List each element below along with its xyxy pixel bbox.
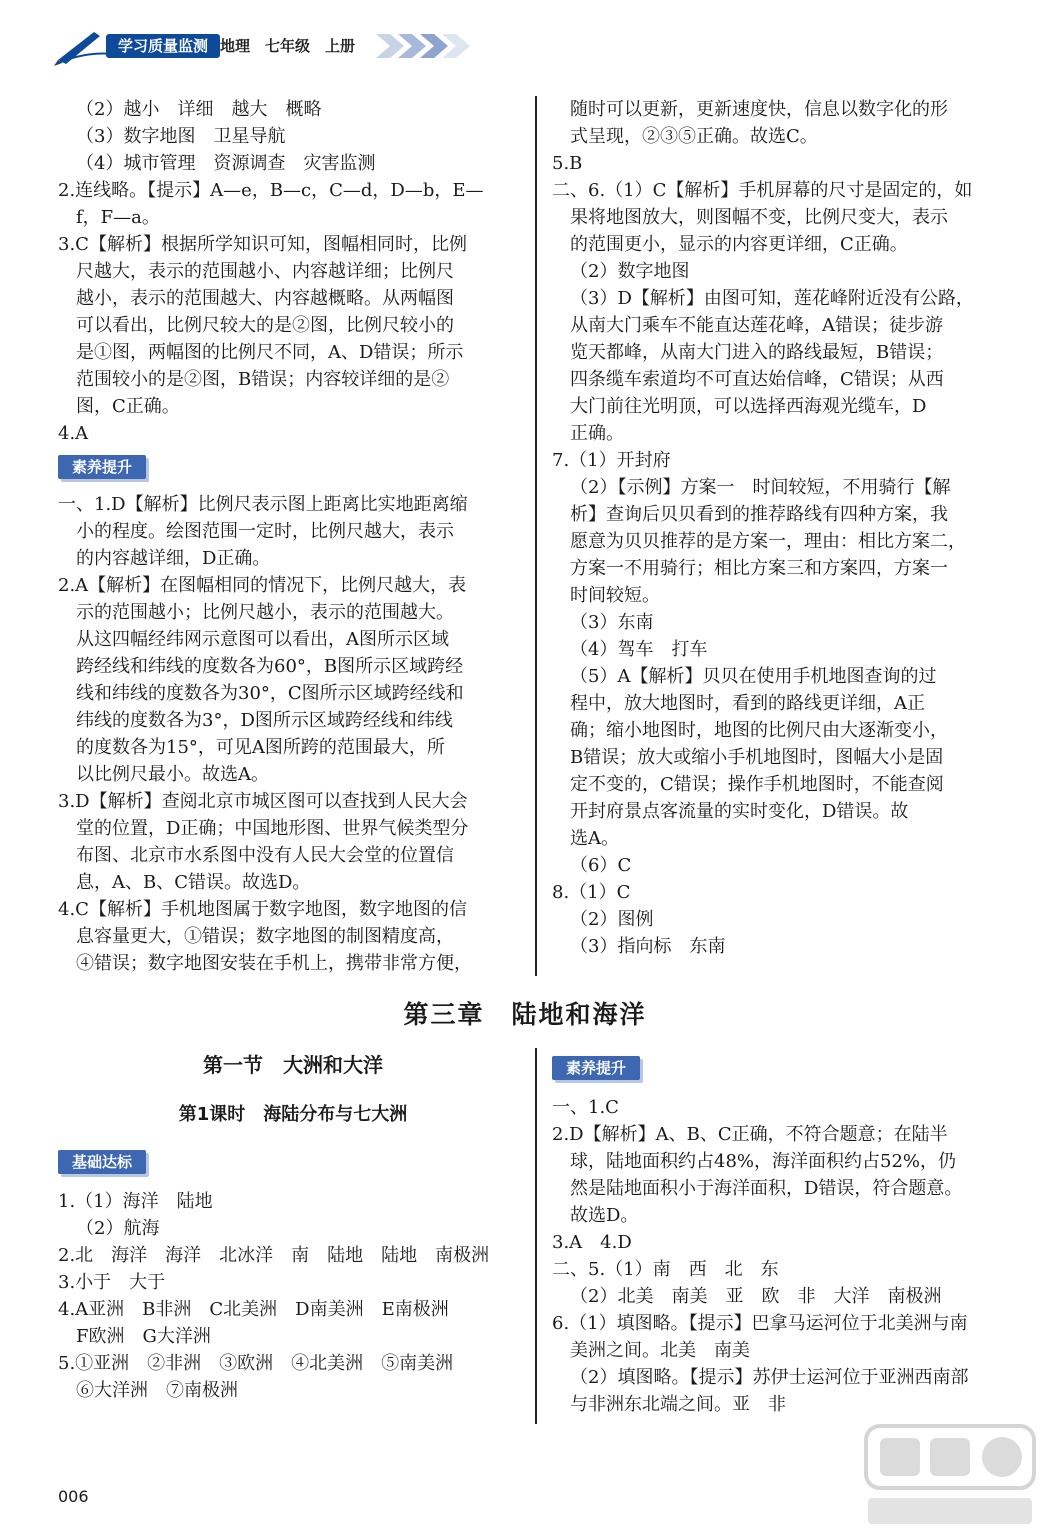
answer-line: 程中，放大地图时，看到的路线更详细，A正	[570, 693, 925, 714]
answer-line: 是①图，两幅图的比例尺不同，A、D错误；所示	[76, 342, 464, 363]
answer-line: 2.连线略。【提示】A—e，B—c，C—d，D—b，E—	[58, 180, 484, 201]
answer-line: 故选D。	[570, 1205, 639, 1226]
answer-line: 球，陆地面积约占48%，海洋面积约占52%，仍	[570, 1151, 957, 1172]
chevrons-icon	[376, 32, 476, 60]
chapter-title: 第三章 陆地和海洋	[403, 1000, 647, 1029]
answer-line: 果将地图放大，则图幅不变，比例尺变大，表示	[570, 207, 948, 228]
answer-line: 4.C【解析】手机地图属于数字地图，数字地图的信	[58, 899, 467, 920]
answer-line: 8.（1）C	[552, 882, 631, 903]
section-title: 第一节 大洲和大洋	[203, 1053, 383, 1077]
answer-line: 与非洲东北端之间。亚 非	[570, 1394, 786, 1415]
answer-line: 纬线的度数各为3°，D图所示区域跨经线和纬线	[76, 710, 453, 731]
header-title: 学习质量监测	[106, 34, 220, 58]
answer-line: 3.A 4.D	[552, 1232, 632, 1253]
column-divider	[535, 1048, 537, 1424]
answer-line: 正确。	[570, 423, 624, 444]
answer-line: B错误；放大或缩小手机地图时，图幅大小是固	[570, 747, 944, 768]
answer-line: 3.C【解析】根据所学知识可知，图幅相同时，比例	[58, 234, 467, 255]
answer-line: 4.A亚洲 B非洲 C北美洲 D南美洲 E南极洲	[58, 1299, 449, 1320]
answer-line: （3）东南	[570, 612, 654, 633]
pen-icon	[54, 26, 114, 66]
left-column-top	[58, 96, 528, 977]
answer-line: 息容量更大，①错误；数字地图的制图精度高，	[76, 926, 454, 947]
answer-line: （6）C	[570, 855, 632, 876]
answer-line: （4）城市管理 资源调查 灾害监测	[76, 153, 376, 174]
section-badge: 素养提升	[58, 455, 146, 479]
answer-line: 方案一不用骑行；相比方案三和方案四，方案一	[570, 558, 948, 579]
answer-line: 3.小于 大于	[58, 1272, 166, 1293]
answer-line: 然是陆地面积小于海洋面积，D错误，符合题意。	[570, 1178, 963, 1199]
answer-line: 愿意为贝贝推荐的是方案一，理由：相比方案二，	[570, 531, 966, 552]
answer-line: 定不变的，C错误；操作手机地图时，不能查阅	[570, 774, 944, 795]
answer-line: 3.D【解析】查阅北京市城区图可以查找到人民大会	[58, 791, 468, 812]
answer-line: 二、5.（1）南 西 北 东	[552, 1259, 779, 1280]
answer-line: （3）D【解析】由图可知，莲花峰附近没有公路，	[570, 288, 974, 309]
answer-line: 的度数各为15°，可见A图所跨的范围最大，所	[76, 737, 445, 758]
answer-line: ⑥大洋洲 ⑦南极洲	[76, 1380, 238, 1401]
column-divider	[535, 96, 537, 976]
answer-line: 开封府景点客流量的实时变化，D错误。故	[570, 801, 909, 822]
answer-line: 美洲之间。北美 南美	[570, 1340, 750, 1361]
answer-line: 一、1.C	[552, 1097, 619, 1118]
lesson-title: 第1课时 海陆分布与七大洲	[178, 1104, 408, 1125]
answer-line: 一、1.D【解析】比例尺表示图上距离比实地距离缩	[58, 494, 468, 515]
answer-line: 览天都峰，从南大门进入的路线最短，B错误；	[570, 342, 944, 363]
answer-line: 息，A、B、C错误。故选D。	[76, 872, 311, 893]
answer-line: 布图、北京市水系图中没有人民大会堂的位置信	[76, 845, 454, 866]
answer-line: 越小，表示的范围越大、内容越概略。从两幅图	[76, 288, 454, 309]
answer-line: F欧洲 G大洋洲	[76, 1326, 211, 1347]
section-badge: 基础达标	[58, 1150, 146, 1174]
answer-line: 示的范围越小；比例尺越小，表示的范围越大。	[76, 602, 454, 623]
answer-line: 析】查询后贝贝看到的推荐路线有四种方案，我	[570, 504, 948, 525]
answer-line: ④错误；数字地图安装在手机上，携带非常方便，	[76, 953, 472, 974]
answer-line: （2）越小 详细 越大 概略	[76, 99, 322, 120]
answer-line: 的范围更小，显示的内容更详细，C正确。	[570, 234, 908, 255]
answer-line: （3）数字地图 卫星导航	[76, 126, 286, 147]
page-number: 006	[58, 1487, 89, 1506]
answer-line: 二、6.（1）C【解析】手机屏幕的尺寸是固定的，如	[552, 180, 973, 201]
answer-line: （2）数字地图	[570, 261, 690, 282]
answer-line: 7.（1）开封府	[552, 450, 671, 471]
answer-line: 4.A	[58, 423, 89, 444]
answer-line: 图，C正确。	[76, 396, 180, 417]
answer-line: 堂的位置，D正确；中国地形图、世界气候类型分	[76, 818, 469, 839]
answer-line: 选A。	[570, 828, 619, 849]
answer-line: （2）【示例】方案一 时间较短，不用骑行【解	[570, 477, 951, 498]
header-subtitle: 地理 七年级 上册	[220, 37, 356, 55]
answer-line: 从南大门乘车不能直达莲花峰，A错误；徒步游	[570, 315, 943, 336]
answer-line: 式呈现，②③⑤正确。故选C。	[570, 126, 818, 147]
answer-line: 2.北 海洋 海洋 北冰洋 南 陆地 陆地 南极洲	[58, 1245, 490, 1266]
answer-line: 线和纬线的度数各为30°，C图所示区域跨经线和	[76, 683, 464, 704]
section-badge: 素养提升	[552, 1056, 640, 1080]
answer-line: （4）驾车 打车	[570, 639, 708, 660]
answer-line: （2）图例	[570, 909, 654, 930]
answer-line: 小的程度。绘图范围一定时，比例尺越大，表示	[76, 521, 454, 542]
left-column-bottom	[58, 1052, 528, 1404]
answer-line: 2.D【解析】A、B、C正确，不符合题意；在陆半	[552, 1124, 948, 1145]
answer-line: 1.（1）海洋 陆地	[58, 1191, 213, 1212]
watermark-logo	[860, 1420, 1040, 1530]
answer-line: 5.①亚洲 ②非洲 ③欧洲 ④北美洲 ⑤南美洲	[58, 1353, 454, 1374]
answer-line: 尺越大，表示的范围越小、内容越详细；比例尺	[76, 261, 454, 282]
answer-line: 从这四幅经纬网示意图可以看出，A图所示区域	[76, 629, 449, 650]
right-column-bottom	[552, 1048, 1022, 1418]
answer-line: 随时可以更新，更新速度快，信息以数字化的形	[570, 99, 948, 120]
answer-line: 5.B	[552, 153, 583, 174]
answer-line: 6.（1）填图略。【提示】巴拿马运河位于北美洲与南	[552, 1313, 968, 1334]
answer-line: （5）A【解析】贝贝在使用手机地图查询的过	[570, 666, 937, 687]
answer-line: （2）北美 南美 亚 欧 非 大洋 南极洲	[570, 1286, 942, 1307]
answer-line: 确；缩小地图时，地图的比例尺由大逐渐变小，	[570, 720, 948, 741]
answer-line: 四条缆车索道均不可直达始信峰，C错误；从西	[570, 369, 944, 390]
answer-line: 以比例尺最小。故选A。	[76, 764, 269, 785]
right-column-top	[552, 96, 1022, 960]
answer-line: （2）航海	[76, 1218, 160, 1239]
answer-line: 范围较小的是②图，B错误；内容较详细的是②	[76, 369, 450, 390]
answer-line: （3）指向标 东南	[570, 936, 726, 957]
answer-line: （2）填图略。【提示】苏伊士运河位于亚洲西南部	[570, 1367, 969, 1388]
answer-line: 时间较短。	[570, 585, 660, 606]
page-header	[40, 24, 460, 64]
answer-line: 可以看出，比例尺较大的是②图，比例尺较小的	[76, 315, 454, 336]
answer-line: 的内容越详细，D正确。	[76, 548, 271, 569]
answer-line: 2.A【解析】在图幅相同的情况下，比例尺越大，表	[58, 575, 467, 596]
answer-line: f，F—a。	[76, 207, 160, 228]
answer-line: 跨经线和纬线的度数各为60°，B图所示区域跨经	[76, 656, 464, 677]
answer-line: 大门前往光明顶，可以选择西海观光缆车，D	[570, 396, 927, 417]
